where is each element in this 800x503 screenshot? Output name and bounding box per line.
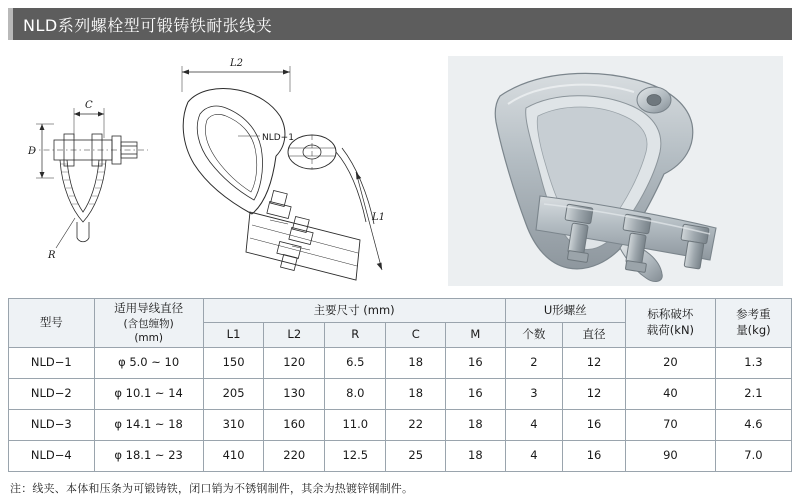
cell-l2: 220 [264,440,325,471]
cell-weight: 7.0 [715,440,791,471]
cell-diameter: 16 [563,440,626,471]
header-m: M [446,323,506,347]
header-wire-diameter-line2: (含包缠物) [123,317,174,330]
cell-load: 20 [626,347,716,378]
assembly-drawing [160,44,440,294]
product-photo-image [448,56,783,286]
header-c: C [386,323,446,347]
cell-l2: 120 [264,347,325,378]
cell-model: NLD−2 [9,378,95,409]
cell-c: 18 [386,347,446,378]
table-row [9,440,792,471]
cell-weight: 1.3 [715,347,791,378]
header-breaking-load [626,299,716,348]
dim-label-c: C [85,100,93,111]
header-main-dimensions: 主要尺寸 (mm) [203,299,505,323]
header-breaking-load-line1: 标称破坏 [647,307,694,322]
cell-wire-diameter: φ 14.1 ~ 18 [94,409,203,440]
product-photo [448,56,783,286]
cell-diameter: 12 [563,347,626,378]
table-row [9,409,792,440]
cell-m: 16 [446,378,506,409]
cell-r: 8.0 [325,378,386,409]
cell-diameter: 16 [563,409,626,440]
header-l2: L2 [264,323,325,347]
cell-r: 11.0 [325,409,386,440]
cell-model: NLD−4 [9,440,95,471]
cell-l1: 205 [203,378,264,409]
header-model: 型号 [9,299,95,348]
header-l1: L1 [203,323,264,347]
footnote: 注：线夹、本体和压条为可锻铸铁，闭口销为不锈钢制件，其余为热镀锌钢制件。 [10,482,414,495]
figure-assembly [160,44,440,294]
cell-wire-diameter: φ 5.0 ~ 10 [94,347,203,378]
dim-label-l1: L1 [372,212,386,223]
cell-count: 3 [505,378,562,409]
cell-weight: 4.6 [715,409,791,440]
header-u-bolt: U形螺丝 [505,299,625,323]
dim-label-d: D [28,146,37,157]
header-count: 个数 [505,323,562,347]
cell-m: 16 [446,347,506,378]
spec-table-head [9,299,792,348]
table-header-row-1 [9,299,792,323]
page-header [8,8,792,40]
cell-m: 18 [446,440,506,471]
figure-area [0,44,800,294]
cell-weight: 2.1 [715,378,791,409]
header-wire-diameter-line3: (mm) [134,331,163,344]
header-diameter: 直径 [563,323,626,347]
part-label-nld1: NLD−1 [262,133,294,143]
cell-l1: 150 [203,347,264,378]
cell-model: NLD−3 [9,409,95,440]
cell-count: 4 [505,440,562,471]
cell-l2: 130 [264,378,325,409]
cell-l1: 310 [203,409,264,440]
cell-model: NLD−1 [9,347,95,378]
dim-label-l2: L2 [230,58,244,69]
cell-load: 70 [626,409,716,440]
header-weight-line2: 量(kg) [736,322,771,337]
table-row [9,378,792,409]
header-wire-diameter-line1: 适用导线直径 [114,301,184,315]
spec-table-container [8,298,792,472]
cell-count: 4 [505,409,562,440]
header-weight [715,299,791,348]
cross-section-drawing [20,52,160,282]
cell-diameter: 12 [563,378,626,409]
header-r: R [325,323,386,347]
cell-r: 12.5 [325,440,386,471]
cell-c: 25 [386,440,446,471]
cell-load: 90 [626,440,716,471]
cell-m: 18 [446,409,506,440]
cell-load: 40 [626,378,716,409]
cell-wire-diameter: φ 18.1 ~ 23 [94,440,203,471]
cell-l2: 160 [264,409,325,440]
spec-table-body [9,347,792,471]
cell-r: 6.5 [325,347,386,378]
cell-c: 18 [386,378,446,409]
dim-label-r: R [48,250,56,261]
header-wire-diameter [94,299,203,348]
cell-c: 22 [386,409,446,440]
cell-l1: 410 [203,440,264,471]
spec-table [8,298,792,472]
figure-cross-section [20,52,160,282]
cell-wire-diameter: φ 10.1 ~ 14 [94,378,203,409]
page-title: NLD系列螺栓型可锻铸铁耐张线夹 [23,15,273,35]
cell-count: 2 [505,347,562,378]
header-breaking-load-line2: 载荷(kN) [646,322,695,337]
header-weight-line1: 参考重 [736,307,771,322]
table-row [9,347,792,378]
